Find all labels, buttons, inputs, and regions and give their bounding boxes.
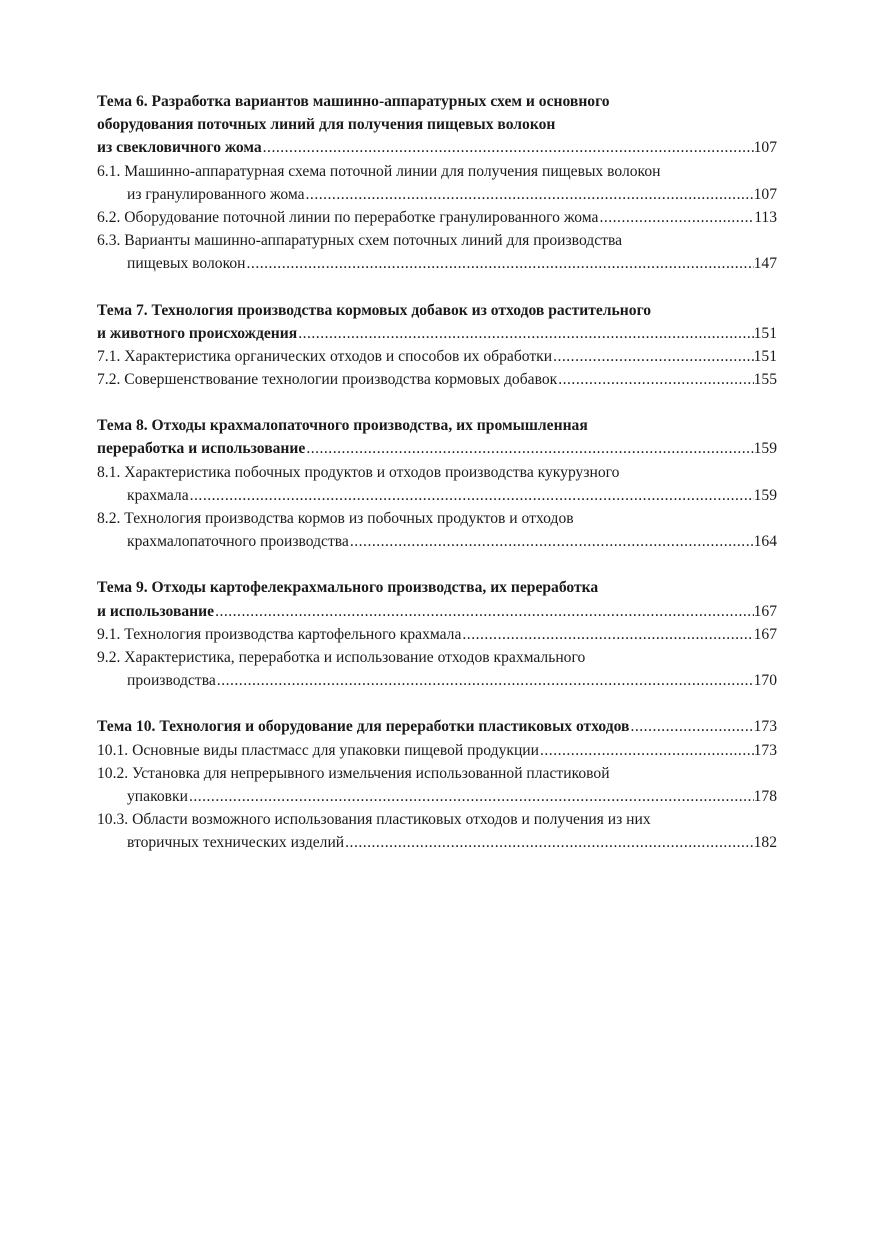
dot-leader [629, 715, 753, 738]
page-number: 164 [753, 533, 777, 551]
section-title-row [97, 785, 777, 808]
toc-section-6-1[interactable] [97, 160, 777, 206]
dot-leader [189, 484, 754, 507]
topic-title-line: Тема 9. Отходы картофелекрахмального производства, их переработка [97, 579, 599, 597]
page-number: 151 [753, 324, 777, 342]
toc-topic-8 [97, 414, 777, 553]
dot-leader [344, 831, 753, 854]
section-title-row [97, 252, 777, 275]
section-title-text: пищевых волокон [127, 255, 246, 273]
page-number: 107 [753, 185, 777, 203]
section-title-row [97, 739, 777, 762]
topic-title-row[interactable] [97, 715, 777, 738]
topic-title-text: и животного происхождения [97, 324, 298, 342]
toc-topic-6 [97, 90, 777, 276]
section-title-text: 10.1. Основные виды пластмасс для упаковки пищевой продукции [97, 741, 539, 759]
page-number: 178 [753, 787, 777, 805]
section-title-line: 8.2. Технология производства кормов из побочных продуктов и отходов [97, 510, 574, 527]
toc-topic-10 [97, 715, 777, 854]
section-title-row [97, 368, 777, 391]
page-number: 167 [753, 625, 777, 643]
dot-leader [214, 600, 754, 623]
section-title-row [97, 345, 777, 368]
page-number: 155 [753, 371, 777, 389]
dot-leader [557, 368, 753, 391]
dot-leader [305, 437, 753, 460]
toc-topic-9 [97, 576, 777, 692]
topic-title-line: Тема 6. Разработка вариантов машинно-аппаратурных схем и основного [97, 93, 610, 110]
page-number: 170 [753, 672, 777, 690]
page-number: 151 [753, 347, 777, 365]
dot-leader [216, 669, 754, 692]
toc-section-10-2[interactable] [97, 762, 777, 808]
section-title-line: 9.2. Характеристика, переработка и использование отходов крахмального [97, 648, 586, 666]
toc-section-6-2[interactable] [97, 206, 777, 229]
page-number: 182 [753, 834, 777, 852]
toc-section-9-1[interactable] [97, 623, 777, 646]
section-title-row [97, 206, 777, 229]
toc-section-7-2[interactable] [97, 368, 777, 391]
topic-title-line: Тема 8. Отходы крахмалопаточного производства, их промышленная [97, 417, 588, 435]
topic-title-row[interactable] [97, 600, 777, 623]
toc-section-9-2[interactable] [97, 646, 777, 692]
dot-leader [552, 345, 754, 368]
page-number: 173 [753, 718, 777, 736]
section-title-text: производства [127, 672, 216, 690]
topic-title-line: Тема 7. Технология производства кормовых добавок из отходов растительного [97, 301, 652, 319]
dot-leader [262, 136, 754, 159]
section-title-row [97, 183, 777, 206]
section-title-text: упаковки [127, 787, 188, 805]
toc-section-7-1[interactable] [97, 345, 777, 368]
section-title-line: 10.3. Области возможного использования пластиковых отходов и получения из них [97, 811, 651, 829]
section-title-text: крахмалопаточного производства [127, 533, 349, 551]
section-title-row [97, 831, 777, 854]
section-title-row [97, 530, 777, 553]
toc-section-8-2[interactable] [97, 507, 777, 553]
topic-title-row[interactable] [97, 322, 777, 345]
toc-section-8-1[interactable] [97, 461, 777, 507]
topic-title-text: из свекловичного жома [97, 139, 262, 157]
page-number: 159 [753, 486, 777, 504]
toc-section-10-1[interactable] [97, 739, 777, 762]
section-title-line: 6.1. Машинно-аппаратурная схема поточной линии для получения пищевых волокон [97, 162, 661, 180]
topic-title-row[interactable] [97, 136, 777, 159]
section-title-row [97, 484, 777, 507]
dot-leader [305, 183, 754, 206]
dot-leader [349, 530, 754, 553]
page-number: 107 [753, 139, 777, 157]
topic-title-line: оборудования поточных линий для получения пищевых волокон [97, 116, 556, 134]
section-title-line: 6.3. Варианты машинно-аппаратурных схем поточных линий для производства [97, 232, 623, 250]
dot-leader [297, 322, 753, 345]
section-title-line: 10.2. Установка для непрерывного измельчения использованной пластиковой [97, 764, 610, 782]
section-title-row [97, 623, 777, 646]
page-number: 173 [753, 741, 777, 759]
section-title-text: 9.1. Технология производства картофельного крахмала [97, 625, 462, 643]
section-title-row [97, 669, 777, 692]
section-title-text: 7.2. Совершенствование технологии производства кормовых добавок [97, 371, 558, 389]
dot-leader [246, 252, 754, 275]
table-of-contents [97, 90, 777, 877]
page-number: 159 [753, 440, 777, 458]
toc-topic-7 [97, 299, 777, 392]
dot-leader [461, 623, 753, 646]
topic-title-text: и использование [97, 602, 215, 620]
dot-leader [598, 206, 754, 229]
toc-section-6-3[interactable] [97, 229, 777, 275]
page-number: 147 [753, 255, 777, 273]
topic-title-text: Тема 10. Технология и оборудование для переработки пластиковых отходов [97, 718, 630, 736]
topic-title-text: переработка и использование [97, 440, 306, 458]
section-title-text: 7.1. Характеристика органических отходов и способов их обработки [97, 347, 553, 365]
section-title-text: вторичных технических изделий [127, 834, 345, 852]
section-title-line: 8.1. Характеристика побочных продуктов и отходов производства кукурузного [97, 463, 620, 481]
toc-section-10-3[interactable] [97, 808, 777, 854]
page-number: 167 [753, 602, 777, 620]
section-title-text: крахмала [127, 486, 189, 504]
section-title-text: из гранулированного жома [127, 185, 305, 203]
dot-leader [539, 739, 754, 762]
dot-leader [188, 785, 754, 808]
section-title-text: 6.2. Оборудование поточной линии по переработке гранулированного жома [97, 208, 599, 226]
page-number: 113 [754, 208, 777, 226]
topic-title-row[interactable] [97, 437, 777, 460]
